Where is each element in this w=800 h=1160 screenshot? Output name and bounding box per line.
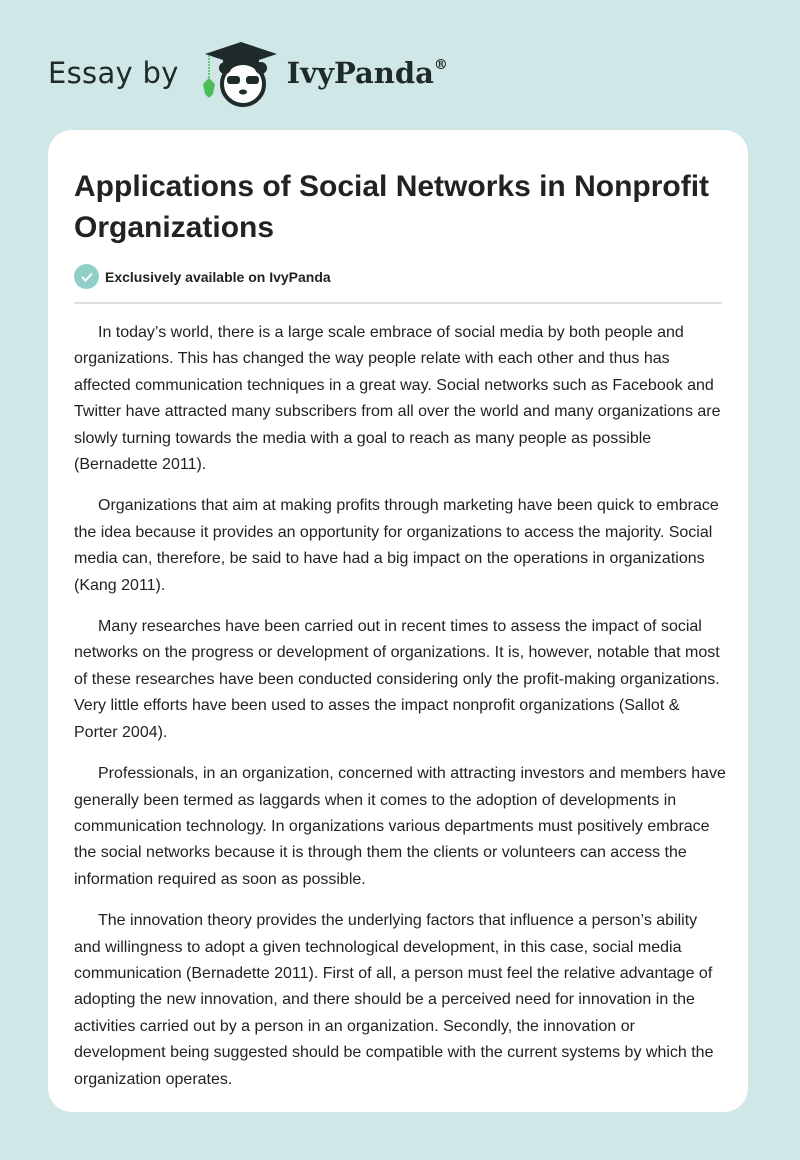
check-icon bbox=[74, 264, 99, 289]
brand-text: IvyPanda bbox=[286, 56, 434, 90]
paragraph: In today’s world, there is a large scale embrace of social media by both people and organizations. This has changed the way people relate with each other and thus has affected communication techniques in a great way. Social networks such as Facebook and Twitter have attracted many subscribers from all over the world and many organizations are slowly turning towards the media with a goal to reach as many people as possible (Bernadette 2011). bbox=[74, 324, 721, 474]
paragraph: The innovation theory provides the underlying factors that influence a person’s ability and willingness to adopt a given technological development, in this case, social media communication (Bernadette 2011). First of all, a person must feel the relative advantage of adopting the new innovation, and there should be a perceived need for innovation in the activities carried out by a person in an organization. Secondly, the innovation or development being suggested should be compatible with the current systems by which the organization operates. bbox=[74, 912, 714, 1088]
paragraph: Professionals, in an organization, concerned with attracting investors and members have generally been termed as laggards when it comes to the adoption of developments in communication technology. In organizations various departments must positively embrace the social networks because it is through them the clients or volunteers can access the information required as soon as possible. bbox=[74, 765, 726, 888]
essay-body bbox=[74, 320, 726, 1108]
panda-logo-icon[interactable] bbox=[201, 38, 281, 108]
divider bbox=[74, 302, 722, 304]
paragraph: Many researches have been carried out in recent times to assess the impact of social networks on the progress or development of organizations. It is, however, notable that most of these researches have been conducted considering only the profit-making organizations. Very little efforts have been used to asses the impact nonprofit organizations (Sallot & Porter 2004). bbox=[74, 618, 720, 741]
brand-name[interactable] bbox=[287, 56, 448, 90]
page-title: Applications of Social Networks in Nonprofit Organizations bbox=[74, 170, 710, 244]
exclusive-label: Exclusively available on IvyPanda bbox=[105, 268, 331, 285]
site-header bbox=[48, 38, 448, 108]
registered-mark: ® bbox=[433, 57, 448, 73]
exclusive-badge bbox=[74, 264, 331, 289]
essay-by-label: Essay by bbox=[48, 56, 179, 90]
essay-card bbox=[48, 130, 748, 1112]
paragraph: Organizations that aim at making profits through marketing have been quick to embrace the idea because it provides an opportunity for organizations to access the majority. Social media can, therefore, be said to have had a big impact on the operations in organizations (Kang 2011). bbox=[74, 497, 719, 594]
